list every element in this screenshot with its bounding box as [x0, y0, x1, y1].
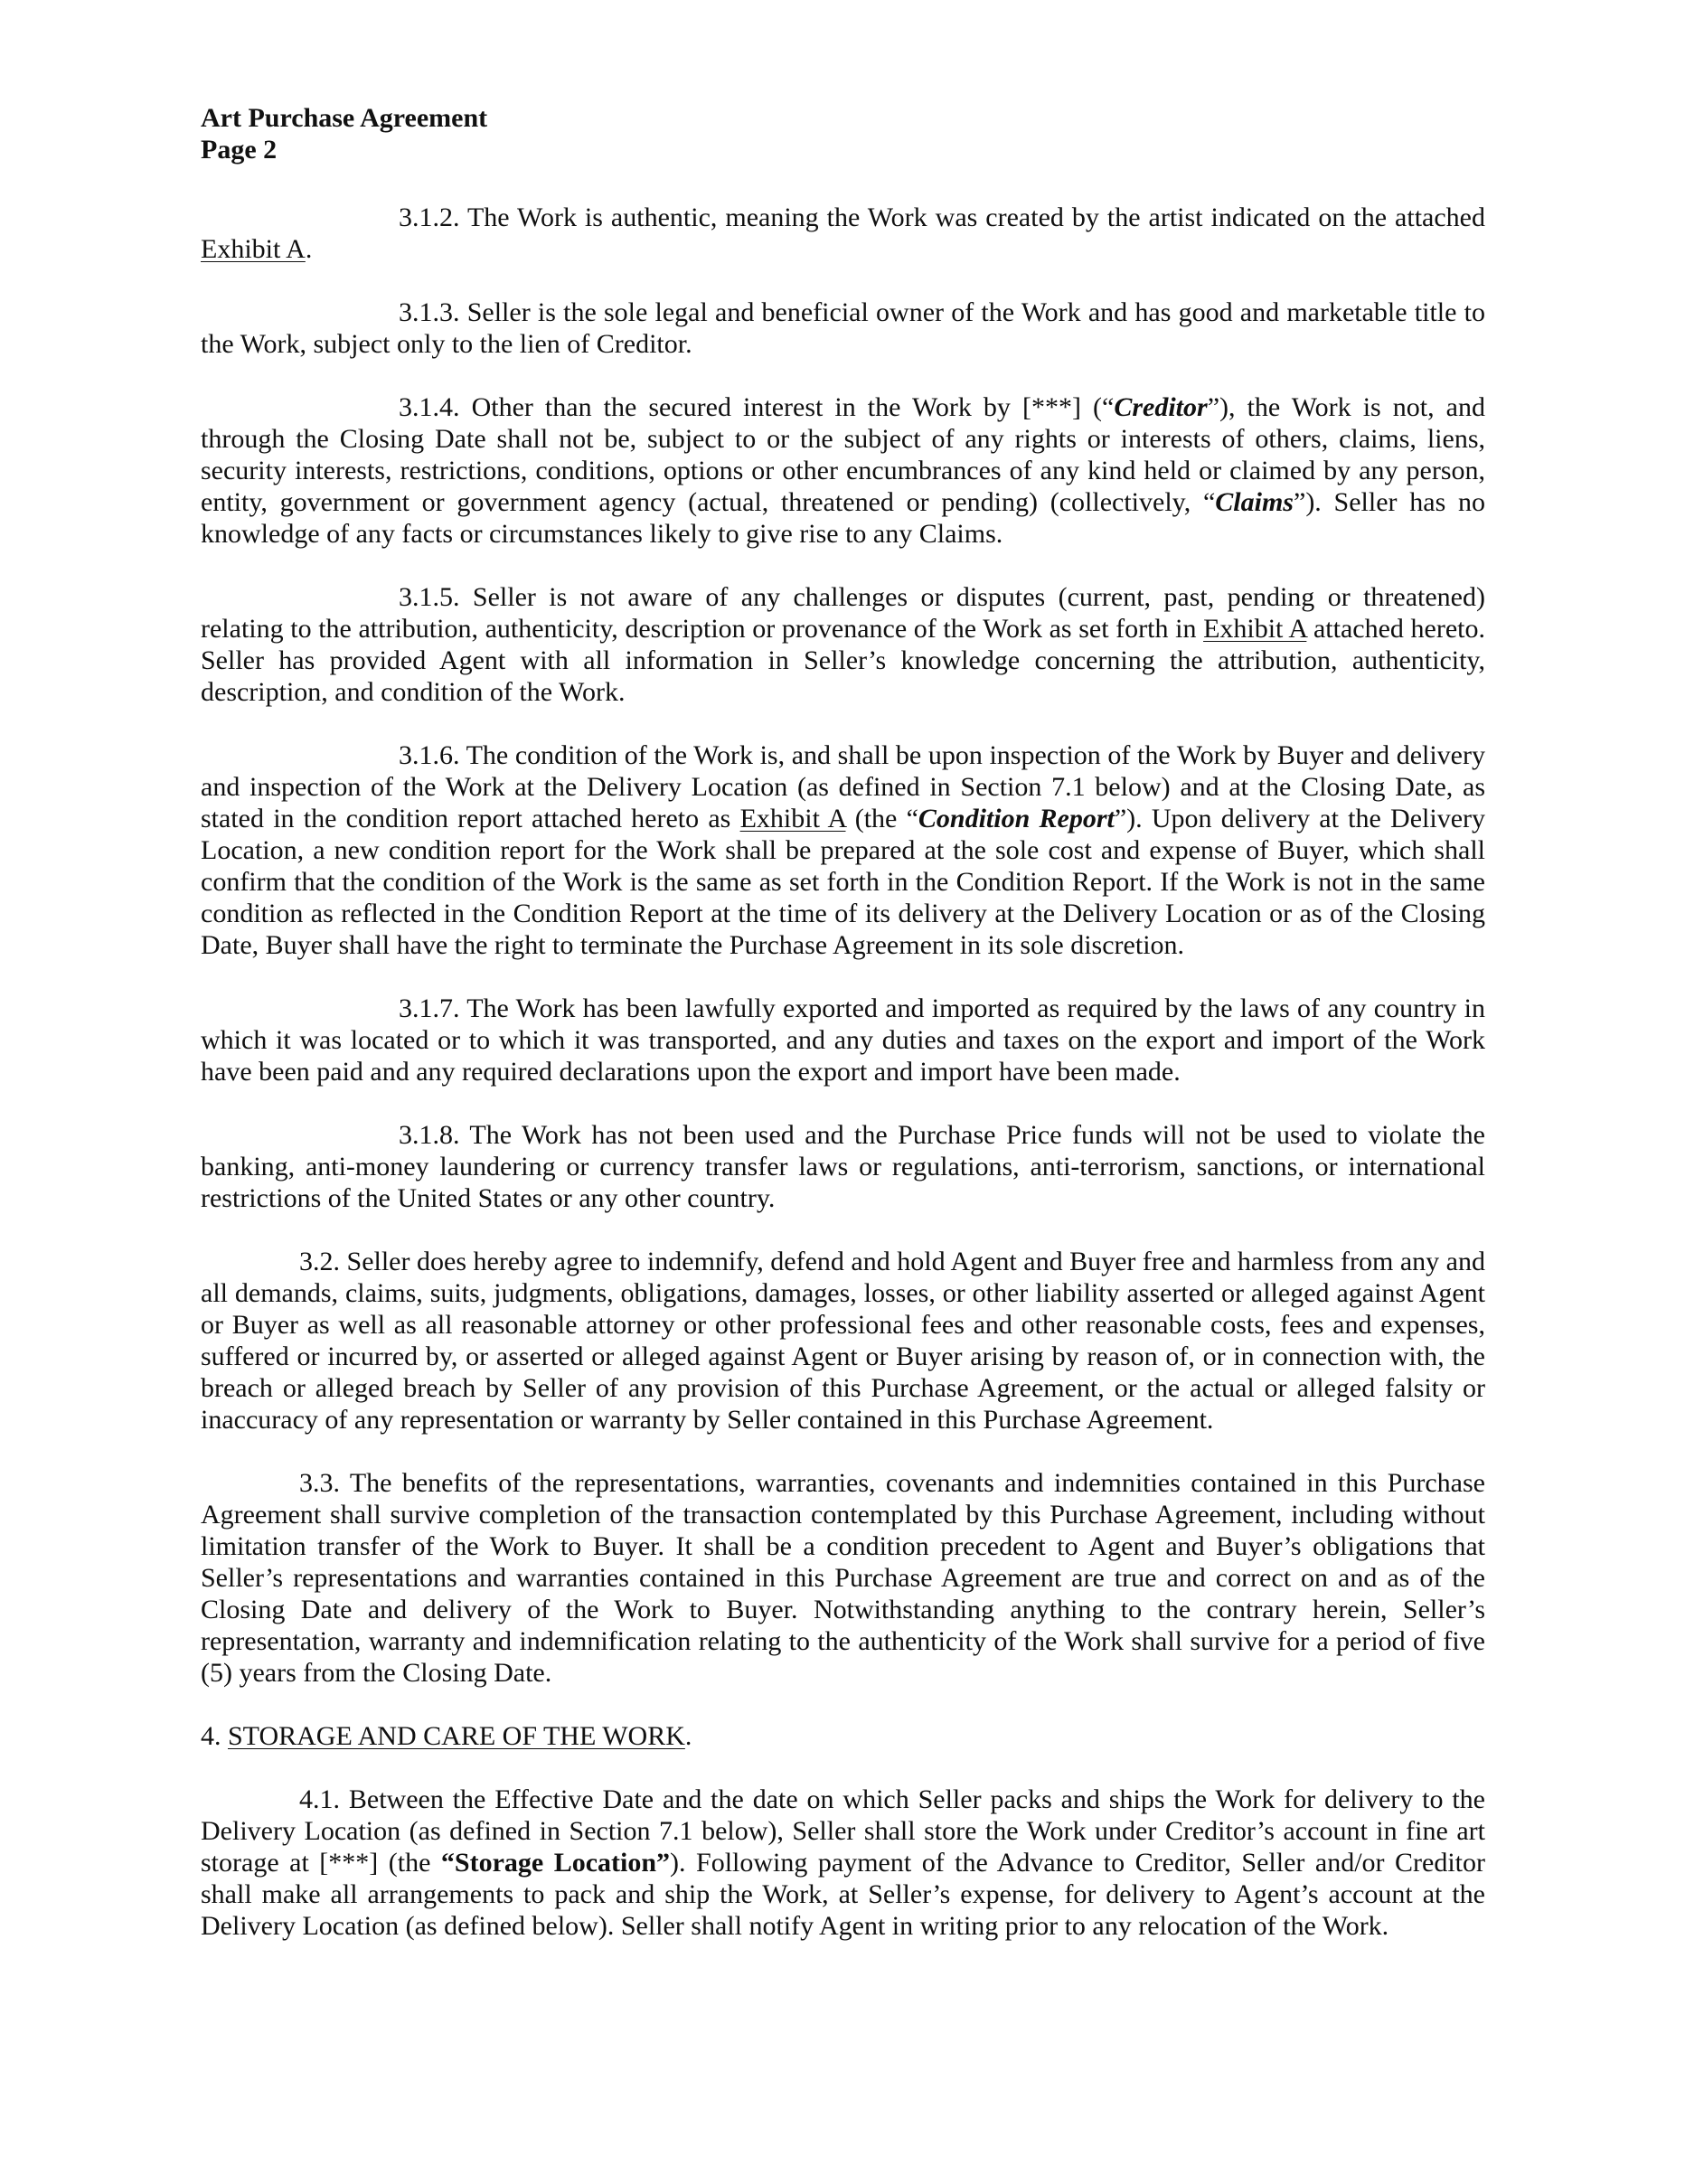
- clause-number: 3.1.4.: [399, 392, 460, 422]
- clause-number: 3.1.8.: [399, 1120, 460, 1150]
- clause-3-1-8: [201, 1119, 1485, 1214]
- document-body: [201, 202, 1485, 1973]
- clause-4-1: [201, 1784, 1485, 1942]
- clause-text: ”). Upon delivery at the Delivery Location, a new condition report for the Work shall be prepared at the sole cost and expense of Buyer, which shall confirm that the condition of the Work is the same as set forth in the Condition Report. If the Work is not in the same condition as reflected in the Condition Report at the time of its delivery at the Delivery Location or as of the Closing Date, Buyer shall have the right to terminate the Purchase Agreement in its sole discretion.: [201, 804, 1485, 960]
- clause-3-3: [201, 1467, 1485, 1689]
- defined-term-claims: Claims: [1215, 487, 1294, 517]
- exhibit-a-reference: Exhibit A: [1203, 614, 1307, 644]
- clause-3-1-3: [201, 297, 1485, 360]
- page-number: Page 2: [201, 135, 278, 165]
- clause-3-2: [201, 1246, 1485, 1436]
- clause-number: 3.1.6.: [399, 740, 460, 770]
- defined-term-condition-report: Condition Report: [918, 804, 1115, 833]
- defined-term-creditor: Creditor: [1114, 392, 1208, 422]
- defined-term-storage-location: “Storage Location”: [440, 1848, 671, 1878]
- clause-text: The Work has not been used and the Purchase Price funds will not be used to violate the banking, anti-money laundering or currency transfer laws or regulations, anti-terrorism, sanctions, or international restrictions of the United States or any other country.: [201, 1120, 1485, 1213]
- clause-text: The Work is authentic, meaning the Work was created by the artist indicated on the attached: [459, 202, 1485, 232]
- clause-number: 3.1.2.: [399, 202, 460, 232]
- clause-number: 3.1.3.: [399, 297, 460, 327]
- section-title-end: .: [684, 1721, 692, 1751]
- clause-number: 3.1.5.: [399, 582, 460, 612]
- clause-number: 4.1.: [299, 1784, 340, 1814]
- clause-text: ”), the Work is not, and through the Closing Date shall not be, subject to or the subject of any rights or interests of others, claims, liens, security interests, restrictions, conditions, options or other encumbrances of any kind held or claimed by any person, entity, government or government agency (actual, threatened or pending) (collectively, “: [201, 392, 1485, 517]
- clause-text: attached hereto. Seller has provided Agent with all information in Seller’s knowledge concerning the attribution, authenticity, description, and condition of the Work.: [201, 614, 1486, 707]
- clause-text: Seller is the sole legal and beneficial owner of the Work and has good and marketable title to the Work, subject only to the lien of Creditor.: [201, 297, 1485, 359]
- clause-number: 3.2.: [299, 1247, 340, 1276]
- clause-text: The Work has been lawfully exported and imported as required by the laws of any country in which it was located or to which it was transported, and any duties and taxes on the export and import of the Work have been paid and any required declarations upon the export and import have been made.: [201, 993, 1485, 1087]
- clause-text: The condition of the Work is, and shall be upon inspection of the Work by Buyer and delivery and inspection of the Work at the Delivery Location (as defined in Section 7.1 below) and at the Closing Date, as stated in the condition report attached hereto as: [201, 740, 1485, 833]
- clause-3-1-5: [201, 581, 1485, 708]
- clause-text: Seller does hereby agree to indemnify, defend and hold Agent and Buyer free and harmless from any and all demands, claims, suits, judgments, obligations, damages, losses, or other liability asserted or alleged against Agent or Buyer as well as all reasonable attorney or other professional fees and other reasonable costs, fees and expenses, suffered or incurred by, or asserted or alleged against Agent or Buyer arising by reason of, or in connection with, the breach or alleged breach by Seller of any provision of this Purchase Agreement, or the actual or alleged falsity or inaccuracy of any representation or warranty by Seller contained in this Purchase Agreement.: [201, 1247, 1485, 1435]
- clause-3-1-7: [201, 993, 1485, 1087]
- clause-number: 3.3.: [299, 1468, 340, 1498]
- clause-text: (the “: [845, 804, 918, 833]
- clause-number: 3.1.7.: [399, 993, 460, 1023]
- document-title: Art Purchase Agreement: [201, 103, 488, 133]
- clause-text: ). Following payment of the Advance to Creditor, Seller and/or Creditor shall make all arrangements to pack and ship the Work, at Seller’s expense, for delivery to Agent’s account at the Delivery Location (as defined below). Seller shall notify Agent in writing prior to any relocation of the Work.: [201, 1848, 1485, 1941]
- section-number: 4.: [201, 1721, 221, 1751]
- clause-3-1-6: [201, 739, 1485, 961]
- section-title: STORAGE AND CARE OF THE WORK: [228, 1721, 685, 1751]
- clause-text: ”). Seller has no knowledge of any facts or circumstances likely to give rise to any Claims.: [201, 487, 1486, 549]
- clause-text: Other than the secured interest in the Work by [***] (“: [459, 392, 1115, 422]
- exhibit-a-reference: Exhibit A: [201, 234, 306, 264]
- clause-text-end: .: [305, 234, 313, 264]
- clause-3-1-4: [201, 391, 1485, 550]
- exhibit-a-reference: Exhibit A: [739, 804, 846, 833]
- clause-text: Between the Effective Date and the date on which Seller packs and ships the Work for delivery to the Delivery Location (as defined in Section 7.1 below), Seller shall store the Work under Creditor’s account in fine art storage at [***] (the: [201, 1784, 1485, 1878]
- section-4-heading: [201, 1720, 1485, 1752]
- clause-text: The benefits of the representations, warranties, covenants and indemnities contained in this Purchase Agreement shall survive completion of the transaction contemplated by this Purchase Agreement, including without limitation transfer of the Work to Buyer. It shall be a condition precedent to Agent and Buyer’s obligations that Seller’s representations and warranties contained in this Purchase Agreement are true and correct on and as of the Closing Date and delivery of the Work to Buyer. Notwithstanding anything to the contrary herein, Seller’s representation, warranty and indemnification relating to the authenticity of the Work shall survive for a period of five (5) years from the Closing Date.: [201, 1468, 1485, 1688]
- clause-3-1-2: [201, 202, 1485, 265]
- clause-text: Seller is not aware of any challenges or disputes (current, past, pending or threatened) relating to the attribution, authenticity, description or provenance of the Work as set forth in: [201, 582, 1485, 644]
- page-header: [201, 102, 487, 165]
